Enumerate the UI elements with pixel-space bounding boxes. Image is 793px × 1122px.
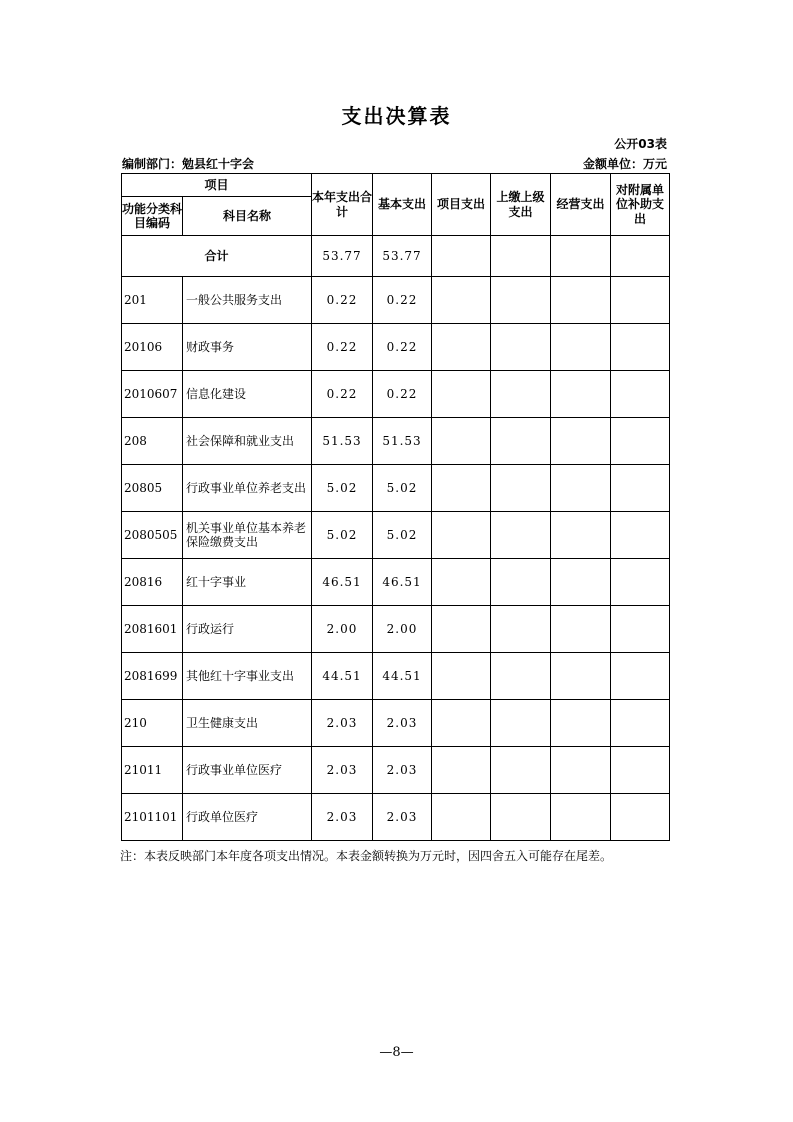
row-upper [491, 700, 551, 747]
row-upper [491, 324, 551, 371]
total-row [122, 236, 670, 277]
header-basic: 基本支出 [373, 174, 432, 236]
row-business [551, 512, 611, 559]
row-project [432, 747, 491, 794]
row-subject-name: 行政单位医疗 [183, 794, 312, 841]
row-subject-name: 信息化建设 [183, 371, 312, 418]
row-subsidy [611, 465, 670, 512]
row-subject-name: 红十字事业 [183, 559, 312, 606]
table-row [122, 324, 670, 371]
row-total: 5.02 [312, 512, 373, 559]
header-item: 项目 [122, 174, 312, 197]
row-basic: 0.22 [373, 324, 432, 371]
row-basic: 5.02 [373, 465, 432, 512]
row-upper [491, 794, 551, 841]
row-subject-name: 行政事业单位医疗 [183, 747, 312, 794]
page-number: —8— [379, 1045, 414, 1060]
row-business [551, 700, 611, 747]
row-total: 0.22 [312, 277, 373, 324]
row-total: 2.03 [312, 700, 373, 747]
expenditure-table [121, 173, 670, 841]
table-row [122, 371, 670, 418]
row-basic: 2.00 [373, 606, 432, 653]
total-row-total: 53.77 [312, 236, 373, 277]
table-note: 注：本表反映部门本年度各项支出情况。本表金额转换为万元时，因四舍五入可能存在尾差。 [120, 849, 613, 863]
row-code: 2081699 [122, 653, 183, 700]
row-upper [491, 559, 551, 606]
row-project [432, 277, 491, 324]
row-upper [491, 747, 551, 794]
row-code: 2010607 [122, 371, 183, 418]
row-business [551, 465, 611, 512]
row-subsidy [611, 606, 670, 653]
row-subsidy [611, 747, 670, 794]
row-code: 208 [122, 418, 183, 465]
row-business [551, 747, 611, 794]
row-code: 201 [122, 277, 183, 324]
row-basic: 5.02 [373, 512, 432, 559]
total-row-upper [491, 236, 551, 277]
row-code: 20805 [122, 465, 183, 512]
row-upper [491, 371, 551, 418]
row-subsidy [611, 418, 670, 465]
total-label: 合计 [122, 236, 312, 277]
row-subsidy [611, 794, 670, 841]
header-subsidy: 对附属单位补助支出 [611, 174, 670, 236]
row-total: 2.00 [312, 606, 373, 653]
row-project [432, 606, 491, 653]
table-row [122, 559, 670, 606]
table-row [122, 418, 670, 465]
row-code: 20106 [122, 324, 183, 371]
header-total: 本年支出合计 [312, 174, 373, 236]
page-title: 支出决算表 [341, 104, 452, 128]
row-total: 2.03 [312, 747, 373, 794]
row-project [432, 324, 491, 371]
total-row-project [432, 236, 491, 277]
row-subsidy [611, 700, 670, 747]
row-business [551, 559, 611, 606]
table-row [122, 747, 670, 794]
row-upper [491, 512, 551, 559]
header-func-code: 功能分类科目编码 [122, 197, 183, 236]
row-code: 210 [122, 700, 183, 747]
row-project [432, 418, 491, 465]
compiling-department: 编制部门：勉县红十字会 [122, 157, 255, 171]
row-subject-name: 财政事务 [183, 324, 312, 371]
row-code: 20816 [122, 559, 183, 606]
row-total: 46.51 [312, 559, 373, 606]
table-row [122, 465, 670, 512]
table-row [122, 277, 670, 324]
row-business [551, 418, 611, 465]
row-subject-name: 行政事业单位养老支出 [183, 465, 312, 512]
row-subject-name: 行政运行 [183, 606, 312, 653]
total-row-business [551, 236, 611, 277]
table-row [122, 794, 670, 841]
row-code: 2081601 [122, 606, 183, 653]
row-subsidy [611, 653, 670, 700]
amount-unit: 金额单位：万元 [582, 157, 667, 171]
row-project [432, 559, 491, 606]
row-total: 0.22 [312, 324, 373, 371]
row-total: 2.03 [312, 794, 373, 841]
row-business [551, 324, 611, 371]
row-project [432, 794, 491, 841]
row-subsidy [611, 277, 670, 324]
row-basic: 44.51 [373, 653, 432, 700]
table-row [122, 700, 670, 747]
row-basic: 2.03 [373, 794, 432, 841]
row-subject-name: 一般公共服务支出 [183, 277, 312, 324]
row-business [551, 277, 611, 324]
row-business [551, 653, 611, 700]
header-upper: 上缴上级支出 [491, 174, 551, 236]
row-project [432, 371, 491, 418]
row-basic: 2.03 [373, 747, 432, 794]
header-project: 项目支出 [432, 174, 491, 236]
row-upper [491, 606, 551, 653]
row-subject-name: 社会保障和就业支出 [183, 418, 312, 465]
row-subject-name: 机关事业单位基本养老保险缴费支出 [183, 512, 312, 559]
row-code: 21011 [122, 747, 183, 794]
row-subsidy [611, 559, 670, 606]
row-project [432, 653, 491, 700]
row-subsidy [611, 512, 670, 559]
row-project [432, 512, 491, 559]
row-subject-name: 卫生健康支出 [183, 700, 312, 747]
row-upper [491, 653, 551, 700]
row-upper [491, 418, 551, 465]
row-upper [491, 277, 551, 324]
row-upper [491, 465, 551, 512]
total-row-basic: 53.77 [373, 236, 432, 277]
row-total: 5.02 [312, 465, 373, 512]
row-basic: 0.22 [373, 371, 432, 418]
row-project [432, 700, 491, 747]
row-basic: 0.22 [373, 277, 432, 324]
table-row [122, 606, 670, 653]
row-basic: 46.51 [373, 559, 432, 606]
row-total: 51.53 [312, 418, 373, 465]
row-business [551, 371, 611, 418]
header-business: 经营支出 [551, 174, 611, 236]
row-basic: 51.53 [373, 418, 432, 465]
row-subsidy [611, 324, 670, 371]
row-business [551, 794, 611, 841]
table-row [122, 512, 670, 559]
total-row-subsidy [611, 236, 670, 277]
row-basic: 2.03 [373, 700, 432, 747]
row-subsidy [611, 371, 670, 418]
row-total: 0.22 [312, 371, 373, 418]
row-business [551, 606, 611, 653]
form-code: 公开03表 [614, 137, 667, 151]
row-project [432, 465, 491, 512]
table-row [122, 653, 670, 700]
row-total: 44.51 [312, 653, 373, 700]
row-code: 2080505 [122, 512, 183, 559]
row-subject-name: 其他红十字事业支出 [183, 653, 312, 700]
header-subject-name: 科目名称 [183, 197, 312, 236]
row-code: 2101101 [122, 794, 183, 841]
